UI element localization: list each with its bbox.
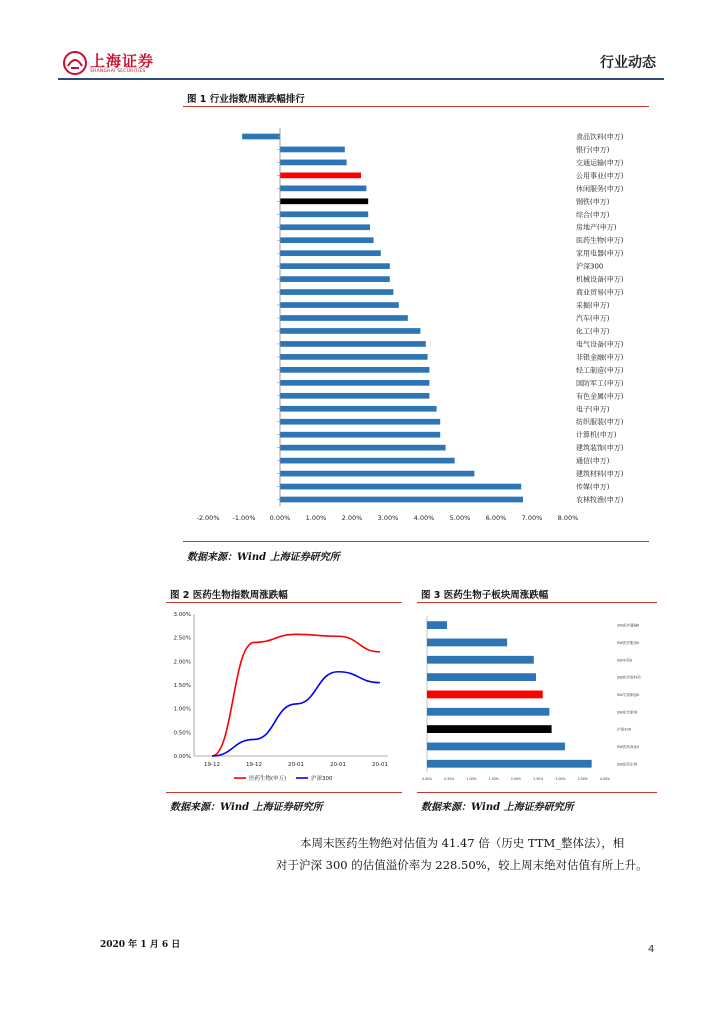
fig1-category-label: 通信(申万)	[576, 457, 610, 466]
fig3-top-rule	[417, 602, 657, 603]
fig3-category-label: SW中药Ⅱ	[617, 658, 632, 663]
fig1-bar	[280, 484, 521, 490]
fig3-bar	[427, 760, 592, 768]
fig3-bar	[427, 639, 507, 647]
fig1-bar	[280, 250, 381, 256]
fig3-category-label: SW化学原料药	[617, 675, 641, 680]
fig3-category-label: SW医疗服务Ⅱ	[617, 640, 639, 645]
fig1-bar	[280, 276, 390, 282]
fig3-bar	[427, 621, 447, 629]
logo-subtext: SHANGHAI SECURITIES	[90, 69, 146, 74]
fig1-category-label: 医药生物(申万)	[576, 236, 624, 245]
fig3-category-label: 沪深300	[617, 727, 632, 732]
fig1-category-label: 机械设备(申万)	[576, 275, 624, 284]
fig2-series-line	[212, 634, 380, 756]
fig3-bar	[427, 691, 543, 699]
fig3-x-tick-label: 0.50%	[444, 777, 455, 781]
fig1-bar	[242, 134, 280, 140]
fig1-bar	[280, 432, 440, 438]
fig1-category-label: 电子(申万)	[576, 405, 610, 414]
fig1-x-tick-label: -2.00%	[196, 514, 220, 522]
fig3-category-label: SW医疗器械Ⅱ	[617, 623, 639, 628]
fig2-y-tick-label: 0.50%	[173, 730, 191, 737]
body-paragraph-line2: 对于沪深 300 的估值溢价率为 228.50%，较上周末绝对估值有所上升。	[276, 858, 648, 872]
fig1-category-label: 商业贸易(申万)	[576, 288, 624, 297]
fig1-category-label: 纺织服装(申万)	[576, 418, 624, 427]
fig2-x-tick-label: 19-12	[246, 762, 262, 768]
fig1-category-label: 建筑材料(申万)	[576, 470, 624, 479]
fig1-bar	[280, 263, 390, 269]
fig2-y-tick-label: 1.00%	[173, 706, 191, 713]
fig1-bar	[280, 393, 429, 399]
fig1-bar	[280, 406, 437, 412]
fig3-x-tick-label: 4.00%	[599, 777, 611, 781]
header-title: 行业动态	[600, 55, 656, 71]
fig2-y-tick-label: 1.50%	[173, 683, 191, 689]
fig1-bar	[280, 419, 440, 425]
fig1-bar	[280, 147, 345, 153]
fig2-y-tick-label: 0.00%	[173, 754, 191, 760]
fig1-category-label: 电气设备(申万)	[576, 340, 624, 349]
fig3-category-label: SW医药商业Ⅱ	[617, 744, 639, 749]
fig1-x-tick-label: 4.00%	[413, 514, 435, 522]
fig2-y-tick-label: 3.00%	[173, 612, 191, 618]
fig1-category-label: 建筑装饰(申万)	[576, 444, 624, 453]
fig3-bar	[427, 725, 552, 733]
fig3-bar	[427, 656, 534, 664]
fig1-bar	[280, 211, 368, 217]
logo-mark-icon	[62, 50, 88, 76]
fig2-chart	[166, 604, 402, 790]
logo-text: 上海证券	[90, 52, 155, 70]
fig1-bar	[280, 354, 428, 360]
fig1-bar	[280, 289, 393, 295]
fig1-category-label: 汽车(申万)	[576, 314, 610, 323]
fig2-x-tick-label: 20-01	[372, 762, 388, 768]
fig1-category-label: 有色金属(申万)	[576, 392, 624, 401]
fig1-title: 图 1 行业指数周涨跌幅排行	[187, 94, 305, 105]
fig1-bar	[280, 315, 408, 321]
fig1-x-tick-label: 1.00%	[305, 514, 327, 522]
fig1-category-label: 家用电器(申万)	[576, 249, 624, 258]
fig1-category-label: 传媒(申万)	[576, 483, 610, 492]
fig1-source: 数据来源：Wind 上海证券研究所	[187, 552, 340, 563]
fig1-category-label: 国防军工(申万)	[576, 379, 624, 388]
fig2-x-tick-label: 19-12	[204, 762, 220, 768]
fig1-category-label: 公用事业(申万)	[576, 171, 624, 180]
fig3-bottom-rule	[417, 792, 657, 793]
fig1-bar	[280, 185, 366, 191]
fig1-bar	[280, 160, 347, 166]
fig1-category-label: 食品饮料(申万)	[576, 132, 624, 141]
fig2-x-tick-label: 20-01	[288, 762, 304, 768]
fig1-x-tick-label: 8.00%	[557, 514, 579, 522]
fig3-chart	[417, 604, 657, 790]
fig2-y-tick-label: 2.50%	[173, 635, 191, 642]
fig2-source: 数据来源：Wind 上海证券研究所	[170, 802, 323, 813]
fig1-x-tick-label: 2.00%	[341, 514, 363, 522]
fig3-category-label: SW化学制剂	[617, 710, 638, 715]
fig2-legend-label: 医药生物(申万)	[249, 776, 287, 782]
fig1-bar	[280, 173, 361, 179]
fig2-title: 图 2 医药生物指数周涨跌幅	[170, 590, 288, 601]
fig3-x-tick-label: 3.50%	[577, 777, 588, 781]
fig1-x-tick-label: -1.00%	[232, 514, 256, 522]
header-rule	[58, 78, 664, 80]
fig1-category-label: 休闲服务(申万)	[576, 184, 624, 193]
fig2-legend-label: 沪深300	[311, 776, 333, 782]
fig2-x-tick-label: 20-01	[330, 762, 346, 768]
fig3-bar	[427, 708, 549, 716]
footer-date: 2020 年 1 月 6 日	[100, 940, 181, 950]
fig1-x-tick-label: 3.00%	[377, 514, 399, 522]
fig1-top-rule	[183, 106, 649, 107]
fig1-category-label: 房地产(申万)	[576, 223, 617, 232]
fig1-category-label: 计算机(申万)	[576, 431, 617, 440]
fig1-category-label: 沪深300	[576, 262, 604, 271]
fig1-chart	[183, 108, 649, 538]
fig3-x-tick-label: 1.00%	[466, 777, 477, 781]
fig3-x-tick-label: 2.00%	[510, 777, 522, 781]
fig1-category-label: 轻工制造(申万)	[576, 366, 624, 375]
fig1-bar	[280, 341, 426, 347]
fig1-bottom-rule	[183, 541, 649, 542]
fig1-category-label: 交通运输(申万)	[576, 158, 624, 167]
fig1-bar	[280, 471, 474, 477]
fig3-x-tick-label: 2.50%	[533, 777, 544, 781]
fig1-x-tick-label: 5.00%	[449, 514, 471, 522]
fig1-bar	[280, 328, 420, 334]
fig3-category-label: SW医药生物	[617, 762, 638, 767]
fig1-category-label: 银行(申万)	[576, 145, 610, 154]
fig3-title: 图 3 医药生物子板块周涨跌幅	[421, 590, 549, 601]
fig3-bar	[427, 743, 565, 751]
fig1-bar	[280, 198, 368, 204]
page-number: 4	[648, 944, 655, 955]
fig3-x-tick-label: 3.00%	[555, 777, 566, 781]
fig1-bar	[280, 497, 523, 503]
fig1-bar	[280, 458, 455, 464]
fig1-category-label: 采掘(申万)	[576, 301, 610, 310]
fig1-bar	[280, 445, 446, 451]
fig3-source: 数据来源：Wind 上海证券研究所	[421, 802, 574, 813]
fig1-bar	[280, 380, 429, 386]
fig1-x-tick-label: 0.00%	[269, 514, 291, 522]
fig1-x-tick-label: 6.00%	[485, 514, 507, 522]
fig3-category-label: SW生物制品Ⅱ	[617, 692, 639, 697]
fig1-bar	[280, 367, 429, 373]
fig1-bar	[280, 302, 399, 308]
fig1-x-tick-label: 7.00%	[521, 514, 543, 522]
fig2-series-line	[212, 672, 380, 756]
fig2-y-tick-label: 2.00%	[173, 659, 191, 666]
fig1-bar	[280, 224, 370, 230]
fig1-category-label: 农林牧渔(申万)	[576, 496, 624, 505]
fig1-category-label: 综合(申万)	[576, 210, 610, 219]
fig1-bar	[280, 237, 374, 243]
fig3-x-tick-label: 0.00%	[421, 777, 433, 781]
fig1-category-label: 化工(申万)	[576, 327, 610, 336]
fig1-category-label: 钢铁(申万)	[576, 197, 610, 206]
fig2-bottom-rule	[166, 792, 402, 793]
fig3-x-tick-label: 1.50%	[488, 777, 499, 781]
body-paragraph-line1: 本周末医药生物绝对估值为 41.47 倍（历史 TTM_整体法），相	[300, 836, 625, 850]
fig1-category-label: 非银金融(申万)	[576, 353, 624, 362]
fig2-top-rule	[166, 602, 402, 603]
fig3-bar	[427, 673, 536, 681]
